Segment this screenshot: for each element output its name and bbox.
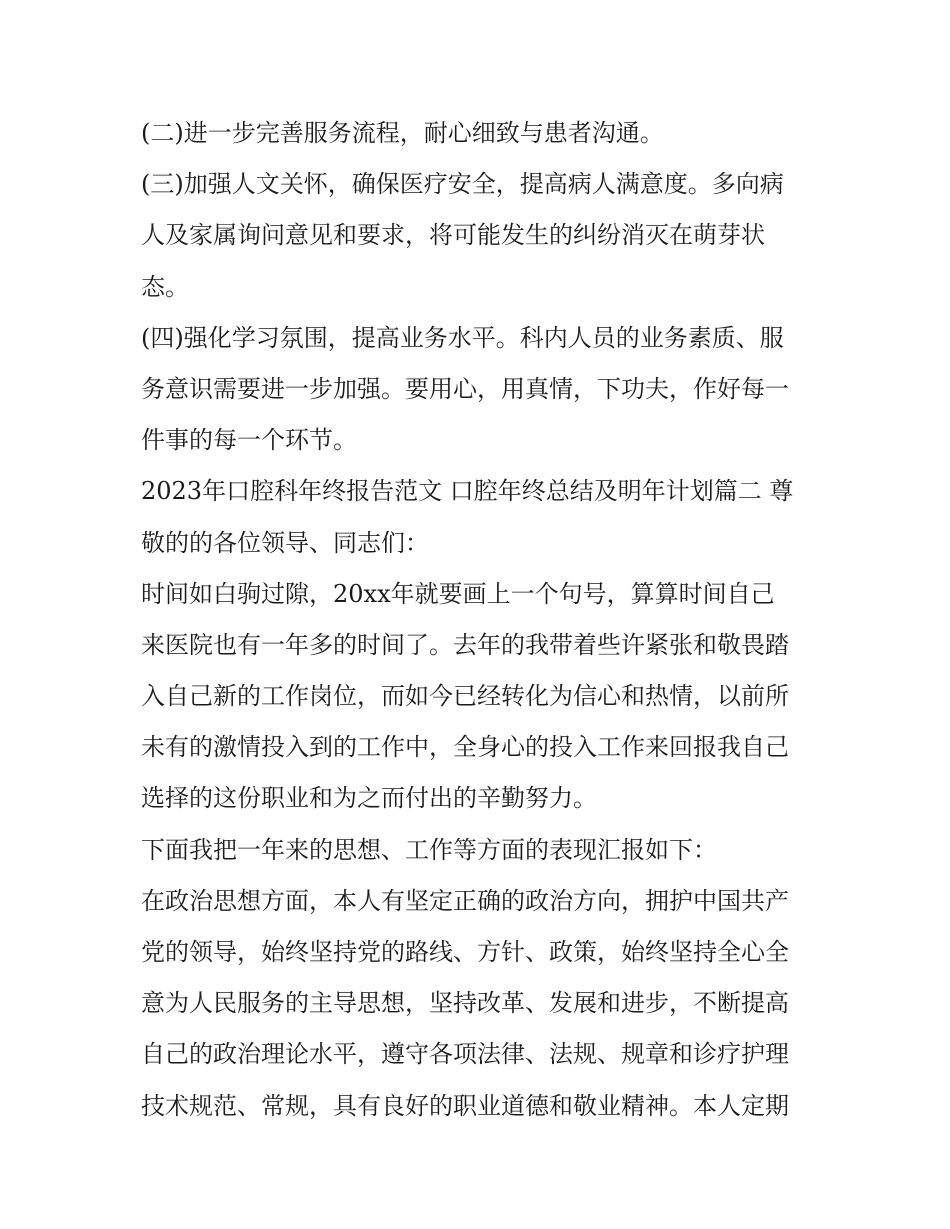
paragraph-time-passes <box>141 569 813 825</box>
text-line: 件事的每一个环节。 <box>141 426 357 455</box>
text-line: (三)加强人文关怀，确保医疗安全，提高病人满意度。多向病 <box>141 170 784 199</box>
text-line: 入自己新的工作岗位，而如今已经转化为信心和热情，以前所 <box>141 682 789 711</box>
text-line: (四)强化学习氛围，提高业务水平。科内人员的业务素质、服 <box>141 323 784 352</box>
text-line: 下面我把一年来的思想、工作等方面的表现汇报如下： <box>141 835 717 864</box>
paragraph-service-process <box>141 108 813 159</box>
paragraph-political-thought <box>141 876 813 1132</box>
paragraph-section-heading <box>141 466 813 568</box>
text-line: 自己的政治理论水平，遵守各项法律、法规、规章和诊疗护理 <box>141 1040 789 1069</box>
document-body <box>141 108 813 1132</box>
text-line: 技术规范、常规，具有良好的职业道德和敬业精神。本人定期 <box>141 1091 789 1120</box>
paragraph-humanistic-care <box>141 159 813 313</box>
text-line: 未有的激情投入到的工作中，全身心的投入工作来回报我自己 <box>141 733 789 762</box>
text-line: 2023年口腔科年终报告范文 口腔年终总结及明年计划篇二 尊 <box>141 477 794 506</box>
text-line: 敬的的各位领导、同志们： <box>141 528 429 557</box>
text-line: 在政治思想方面，本人有坚定正确的政治方向，拥护中国共产 <box>141 886 789 915</box>
text-line: 来医院也有一年多的时间了。去年的我带着些许紧张和敬畏踏 <box>141 630 789 659</box>
text-line: 人及家属询问意见和要求，将可能发生的纠纷消灭在萌芽状 <box>141 221 765 250</box>
paragraph-report-intro <box>141 825 813 876</box>
paragraph-learning-atmosphere <box>141 313 813 467</box>
text-line: (二)进一步完善服务流程，耐心细致与患者沟通。 <box>141 119 664 147</box>
text-line: 时间如白驹过隙，20xx年就要画上一个句号，算算时间自己 <box>141 579 775 608</box>
text-line: 党的领导，始终坚持党的路线、方针、政策，始终坚持全心全 <box>141 938 789 966</box>
text-line: 意为人民服务的主导思想，坚持改革、发展和进步，不断提高 <box>141 989 789 1018</box>
text-line: 务意识需要进一步加强。要用心，用真情，下功夫，作好每一 <box>141 374 789 403</box>
text-line: 选择的这份职业和为之而付出的辛勤努力。 <box>141 784 597 813</box>
text-line: 态。 <box>141 272 189 301</box>
